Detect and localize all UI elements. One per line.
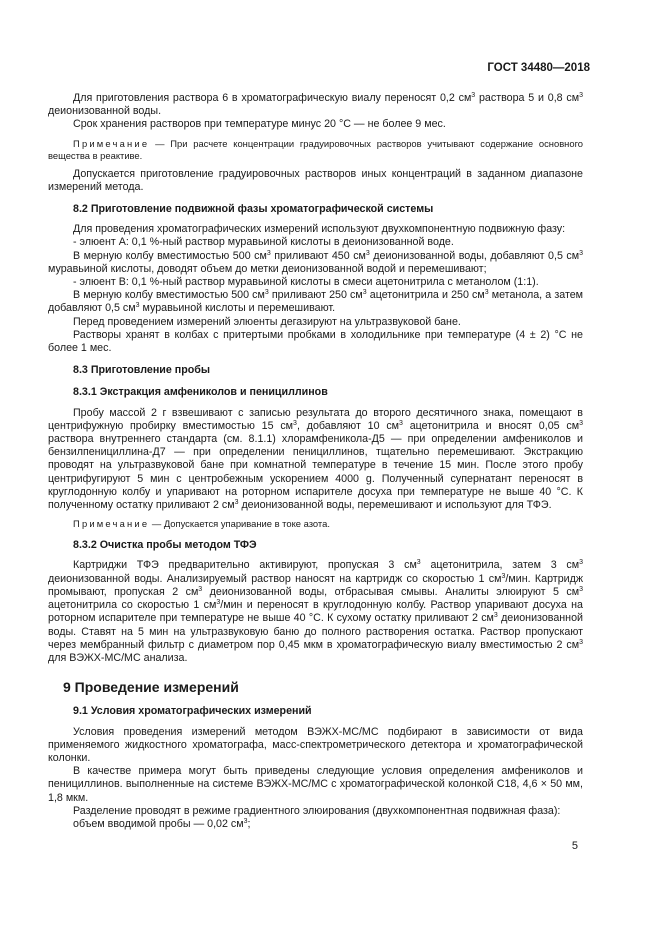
document-header: ГОСТ 34480—2018 xyxy=(487,62,590,74)
paragraph: Срок хранения растворов при температуре минус 20 °С — не более 9 мес. xyxy=(73,118,446,131)
section-heading-8-3-1: 8.3.1 Экстракция амфениколов и пенициллинов xyxy=(73,386,328,399)
page-content xyxy=(48,92,583,831)
paragraph: Условия проведения измерений методом ВЭЖХ-МС/МС подбирают в зависимости от вида применяемого жидкостного хроматографа, масс-спектрометрического детектора и хроматографической колонки. xyxy=(48,725,583,764)
paragraph: объем вводимой пробы — 0,02 $см^3$; xyxy=(73,817,251,830)
note-text: — Допускается упаривание в токе азота. xyxy=(149,518,330,530)
paragraph: В качестве примера могут быть приведены следующие условия определения амфениколов и пенициллинов. выполненные на системе ВЭЖХ-МС/МС с хроматографической колонкой С18, 4,6 × 50 мм, 1,8 мкм. xyxy=(48,765,583,804)
section-heading-8-3: 8.3 Приготовление пробы xyxy=(73,364,211,377)
paragraph: Разделение проводят в режиме градиентного элюирования (двухкомпонентная подвижная фаза): xyxy=(73,804,561,817)
section-heading-9: 9 Проведение измерений xyxy=(63,679,239,696)
paragraph: Пробу массой 2 г взвешивают с записью результата до второго десятичного знака, помещают в центрифужную пробирку вместимостью 15 $см^3$, добавляют 10 $см^3$ ацетонитрила и вносят 0,05 $см^3$ раствора внутреннего стандарта (см. 8.1.1) хлорамфеникола-Д5 — при определении амфениколов и бензилпенициллина-Д7 — при определении пенициллинов, тщательно перемешивают. Экстракцию проводят на ультразвуковой бане при комнатной температуре в течение 15 мин. После этого пробу центрифугируют 5 мин с центробежным ускорением 4000 g. Полученный супернатант переносят в круглодонную колбу и упаривают на роторном испарителе досуха при температуре не выше 40 °С. К полученному остатку приливают 2 $см^3$ деионизованной воды, перемешивают и используют для ТФЭ. xyxy=(48,406,583,512)
page-number: 5 xyxy=(571,840,578,852)
section-heading-9-1: 9.1 Условия хроматографических измерений xyxy=(73,705,312,718)
paragraph: Для приготовления раствора 6 в хроматографическую виалу переносят 0,2 $см^3$ раствора 5 и 0,8 $см^3$ деионизованной воды. xyxy=(48,92,584,118)
paragraph: Перед проведением измерений элюенты дегазируют на ультразвуковой бане. xyxy=(73,315,461,328)
note-text: — При расчете концентрации градуировочных растворов учитывают содержание основного вещества в реактиве. xyxy=(48,137,583,161)
list-item: - элюент В: 0,1 %-ный раствор муравьиной кислоты в смеси ацетонитрила с метанолом (1:1). xyxy=(73,276,539,289)
list-item: - элюент А: 0,1 %-ный раствор муравьиной кислоты в деионизованной воде. xyxy=(73,236,454,249)
note-label: Примечание xyxy=(73,518,150,530)
section-heading-8-2: 8.2 Приготовление подвижной фазы хроматографической системы xyxy=(73,203,434,216)
paragraph: Растворы хранят в колбах с притертыми пробками в холодильнике при температуре (4 ± 2) °С не более 1 мес. xyxy=(48,328,583,355)
paragraph: В мерную колбу вместимостью 500 $см^3$ приливают 250 $см^3$ ацетонитрила и 250 $см^3$ метанола, а затем добавляют 0,5 $см^3$ муравьиной кислоты и перемешивают. xyxy=(48,289,584,315)
note xyxy=(48,138,583,162)
paragraph: Картриджи ТФЭ предварительно активируют, пропуская 3 $см^3$ ацетонитрила, затем 3 $см^3$ деионизованной воды. Анализируемый раствор наносят на картридж со скоростью 1 $см^3$/мин. Картридж промывают, пропуская 2 $см^3$ деионизованной воды, отбрасывая смывы. Аналиты элюируют 5 $см^3$ ацетонитрила со скоростью 1 $см^3$/мин и переносят в круглодонную колбу. Раствор упаривают досуха на роторном испарителе при температуре не выше 40 °С. К сухому остатку приливают 2 $см^3$ деионизованной воды. Ставят на 5 мин на ультразвуковую баню до полного растворения остатка. Раствор пропускают через мембранный фильтр с диаметром пор 0,45 мкм в хроматографическую виалу вместимостью 2 $см^3$ для ВЭЖХ-МС/МС анализа. xyxy=(48,559,584,664)
note-label: Примечание xyxy=(73,137,150,149)
section-heading-8-3-2: 8.3.2 Очистка пробы методом ТФЭ xyxy=(73,539,257,552)
paragraph: Для проведения хроматографических измерений используют двухкомпонентную подвижную фазу: xyxy=(73,223,566,236)
paragraph: Допускается приготовление градуировочных растворов иных концентраций в заданном диапазоне измерений метода. xyxy=(48,167,583,193)
note xyxy=(48,518,583,530)
paragraph: В мерную колбу вместимостью 500 $см^3$ приливают 450 $см^3$ деионизованной воды, добавляют 0,5 $см^3$ муравьиной кислоты, доводят объем до метки деионизованной водой и перемешивают; xyxy=(48,249,583,275)
